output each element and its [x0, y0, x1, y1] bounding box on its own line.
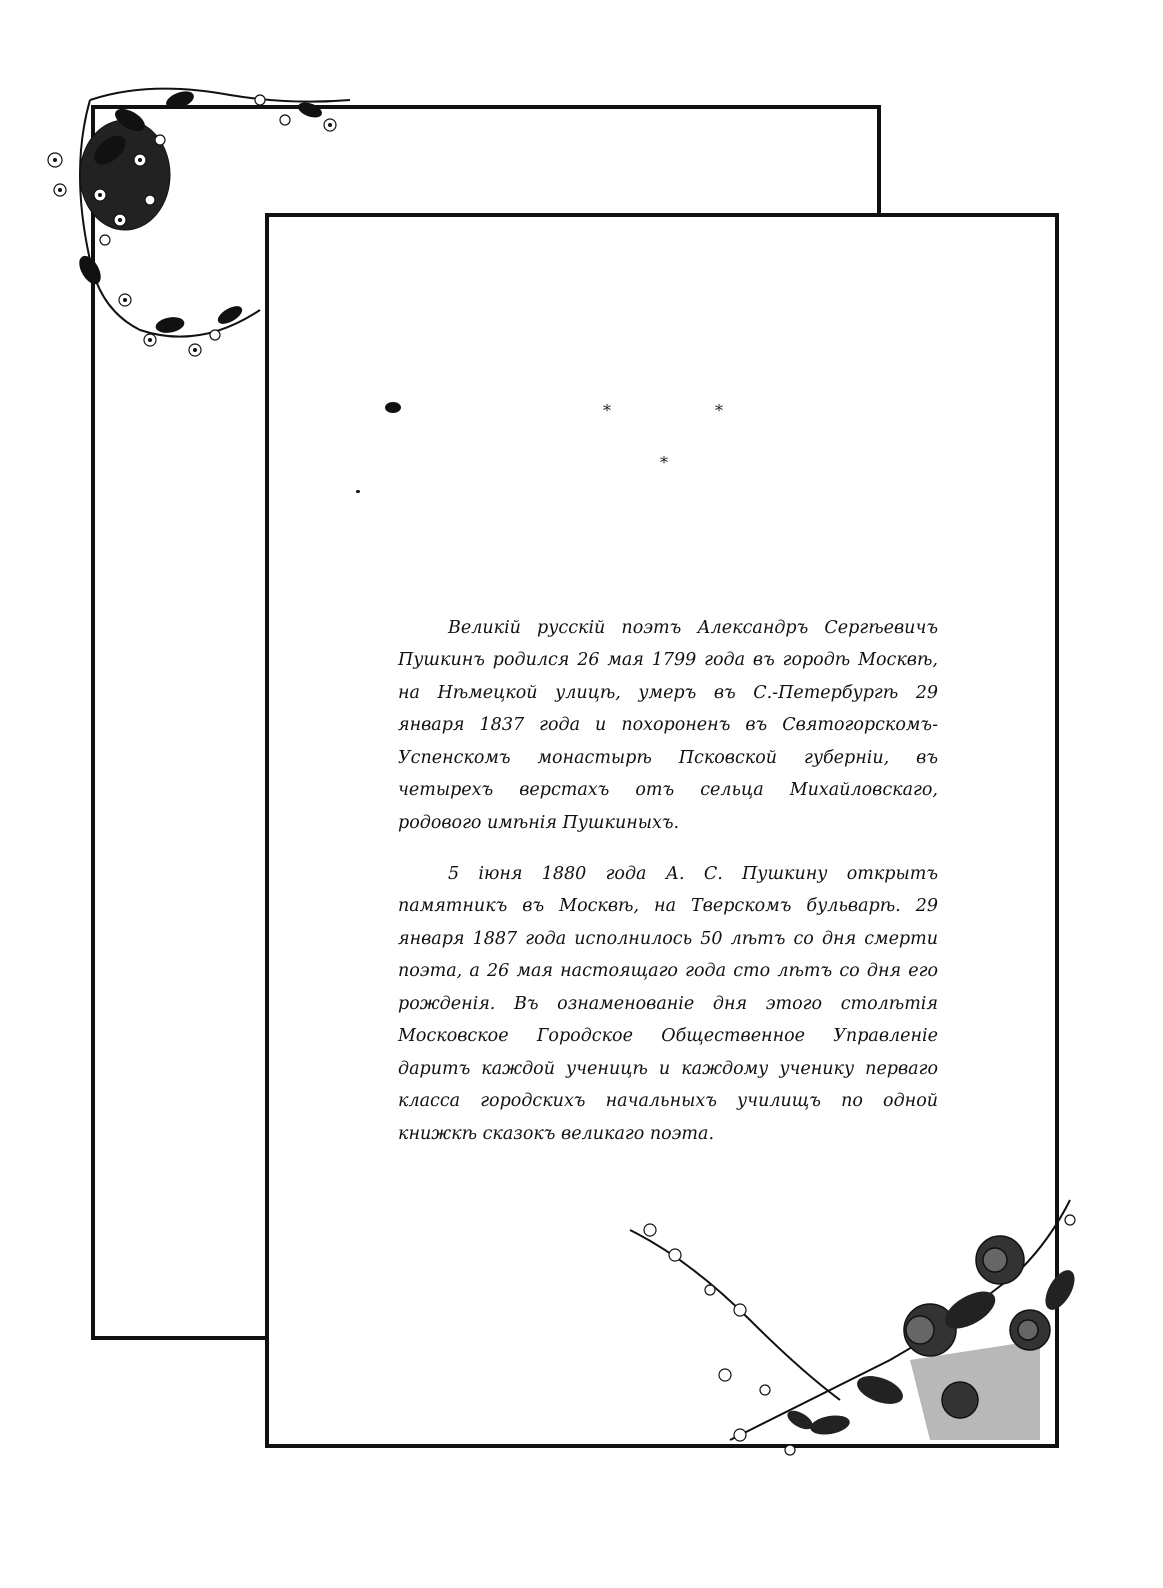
asterism-star: * [660, 453, 668, 472]
floral-ornament-bottom-right [630, 1200, 1130, 1500]
ink-dot [356, 490, 360, 493]
paragraph-biography: Великій русскій поэтъ Александръ Сергѣевичъ Пушкинъ родился 26 мая 1799 года въ городѣ Москвѣ, на Нѣмецкой улицѣ, умеръ въ С.-Петербургѣ 29 января 1837 года и похороненъ въ Святогорскомъ-Успенскомъ монастырѣ Псковской губерніи, въ четырехъ верстахъ отъ сельца Михайловскаго, родового имѣнія Пушкиныхъ. [398, 617, 938, 833]
floral-ornament-top-left [30, 60, 370, 380]
paragraph-dedication: 5 іюня 1880 года А. С. Пушкину открытъ памятникъ въ Москвѣ, на Тверскомъ бульварѣ. 29 января 1887 года исполнилось 50 лѣтъ со дня смерти поэта, а 26 мая настоящаго года сто лѣтъ со дня его рожденія. Въ ознаменованіе дня этого столѣтія Московское Городское Общественное Управленіе даритъ каждой ученицѣ и каждому ученику перваго класса городскихъ начальныхъ училищъ по одной книжкѣ сказокъ великаго поэта. [398, 863, 938, 1144]
asterism-star: * [603, 401, 611, 420]
ink-blot [385, 402, 401, 413]
asterism-star: * [715, 401, 723, 420]
